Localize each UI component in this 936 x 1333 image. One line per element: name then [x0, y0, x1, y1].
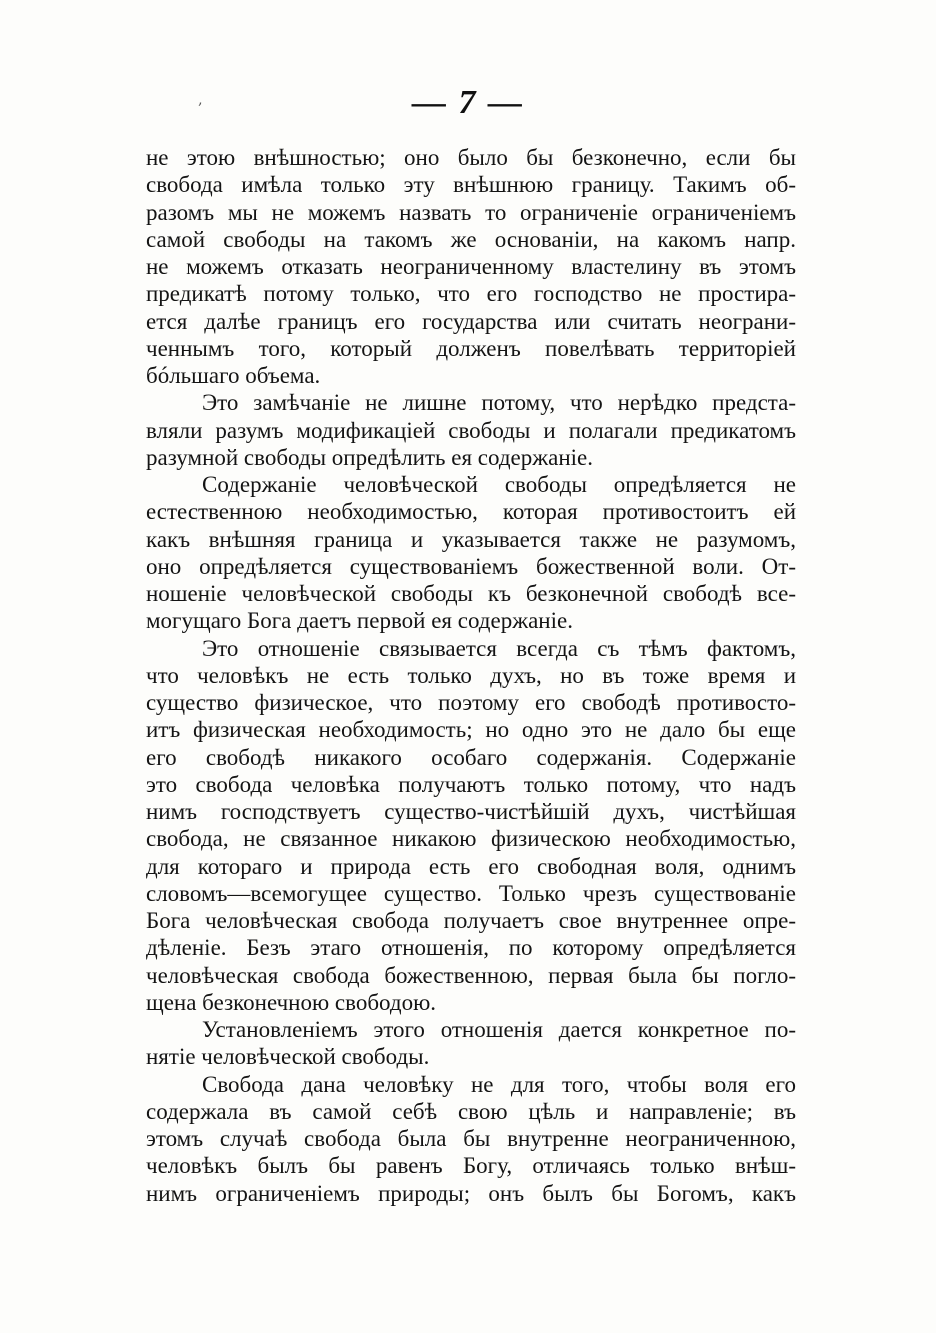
text-line: человѣческая свобода божественною, первая была бы погло-: [146, 962, 796, 988]
text-line: ношеніе человѣческой свободы къ безконечной свободѣ все-: [146, 581, 796, 606]
text-line: ченнымъ того, который долженъ повелѣвать территоріей: [146, 335, 796, 361]
text-line: не этою внѣшностью; оно было бы безконечно, если бы: [146, 145, 796, 170]
text-line: итъ физическая необходимость; но одно это не дало бы еще: [146, 717, 796, 743]
text-line: нимъ ограниченіемъ природы; онъ былъ бы Богомъ, какъ: [146, 1180, 796, 1206]
text-line: разомъ мы не можемъ назвать то ограниченіе ограниченіемъ: [146, 199, 796, 225]
text-line: вляли разумъ модификаціей свободы и полагали предикатомъ: [146, 417, 796, 443]
text-line: бóльшаго объема.: [146, 363, 321, 388]
text-line: существо физическое, что поэтому его свободѣ противосто-: [146, 690, 796, 715]
text-line: это свобода человѣка получаютъ только потому, что надъ: [146, 771, 796, 797]
text-line: разумной свободы опредѣлить ея содержаніе.: [146, 444, 594, 470]
text-line: Содержаніе человѣческой свободы опредѣляется не: [202, 472, 796, 497]
text-line: нимъ господствуетъ существо-чистѣйшій духъ, чистѣйшая: [146, 799, 796, 824]
text-line: естественною необходимостью, которая противостоитъ ей: [146, 499, 796, 525]
text-line: Установленіемъ этого отношенія дается конкретное по-: [202, 1017, 796, 1042]
text-line: словомъ—всемогущее существо. Только чрезъ существованіе: [146, 880, 796, 906]
text-line: этомъ случаѣ свобода была бы внутренне неограниченною,: [146, 1126, 796, 1151]
text-line: свобода, не связанное никакою физическою необходимостью,: [146, 826, 796, 852]
text-line: Это отношеніе связывается всегда съ тѣмъ фактомъ,: [202, 635, 796, 661]
text-line: содержала въ самой себѣ свою цѣль и направленіе; въ: [146, 1098, 796, 1124]
text-line: нятіе человѣческой свободы.: [146, 1044, 430, 1070]
text-line: какъ внѣшняя граница и указывается также не разумомъ,: [146, 526, 796, 552]
text-line: ется далѣе границъ его государства или считать неограни-: [146, 308, 796, 334]
text-line: самой свободы на такомъ же основаніи, на какомъ напр.: [146, 226, 796, 252]
text-line: человѣкъ былъ бы равенъ Богу, отличаясь только внѣш-: [146, 1153, 796, 1179]
body-text: [146, 144, 796, 1207]
text-line: его свободѣ никакого особаго содержанія. Содержаніе: [146, 744, 796, 770]
text-line: Бога человѣческая свобода получаетъ свое внутреннее опре-: [146, 908, 796, 933]
text-line: дѣленіе. Безъ этаго отношенія, по которому опредѣляется: [146, 935, 796, 961]
text-line: щена безконечною свободою.: [146, 989, 437, 1015]
stray-mark: ‚: [198, 92, 203, 108]
text-line: Свобода дана человѣку не для того, чтобы воля его: [202, 1071, 796, 1097]
text-line: для котораго и природа есть его свободная воля, однимъ: [146, 853, 796, 879]
text-line: оно опредѣляется существованіемъ божественной воли. От-: [146, 553, 796, 579]
text-line: что человѣкъ не есть только духъ, но въ тоже время и: [146, 662, 796, 688]
text-line: не можемъ отказать неограниченному властелину въ этомъ: [146, 254, 796, 279]
text-line: Это замѣчаніе не лишне потому, что нерѣдко предста-: [202, 390, 796, 416]
text-line: предикатѣ потому только, что его господство не простира-: [146, 281, 796, 307]
text-line: могущаго Бога даетъ первой ея содержаніе.: [146, 608, 573, 634]
text-line: свобода имѣла только эту внѣшнюю границу. Такимъ об-: [146, 172, 796, 198]
page-number: — 7 —: [412, 84, 524, 121]
